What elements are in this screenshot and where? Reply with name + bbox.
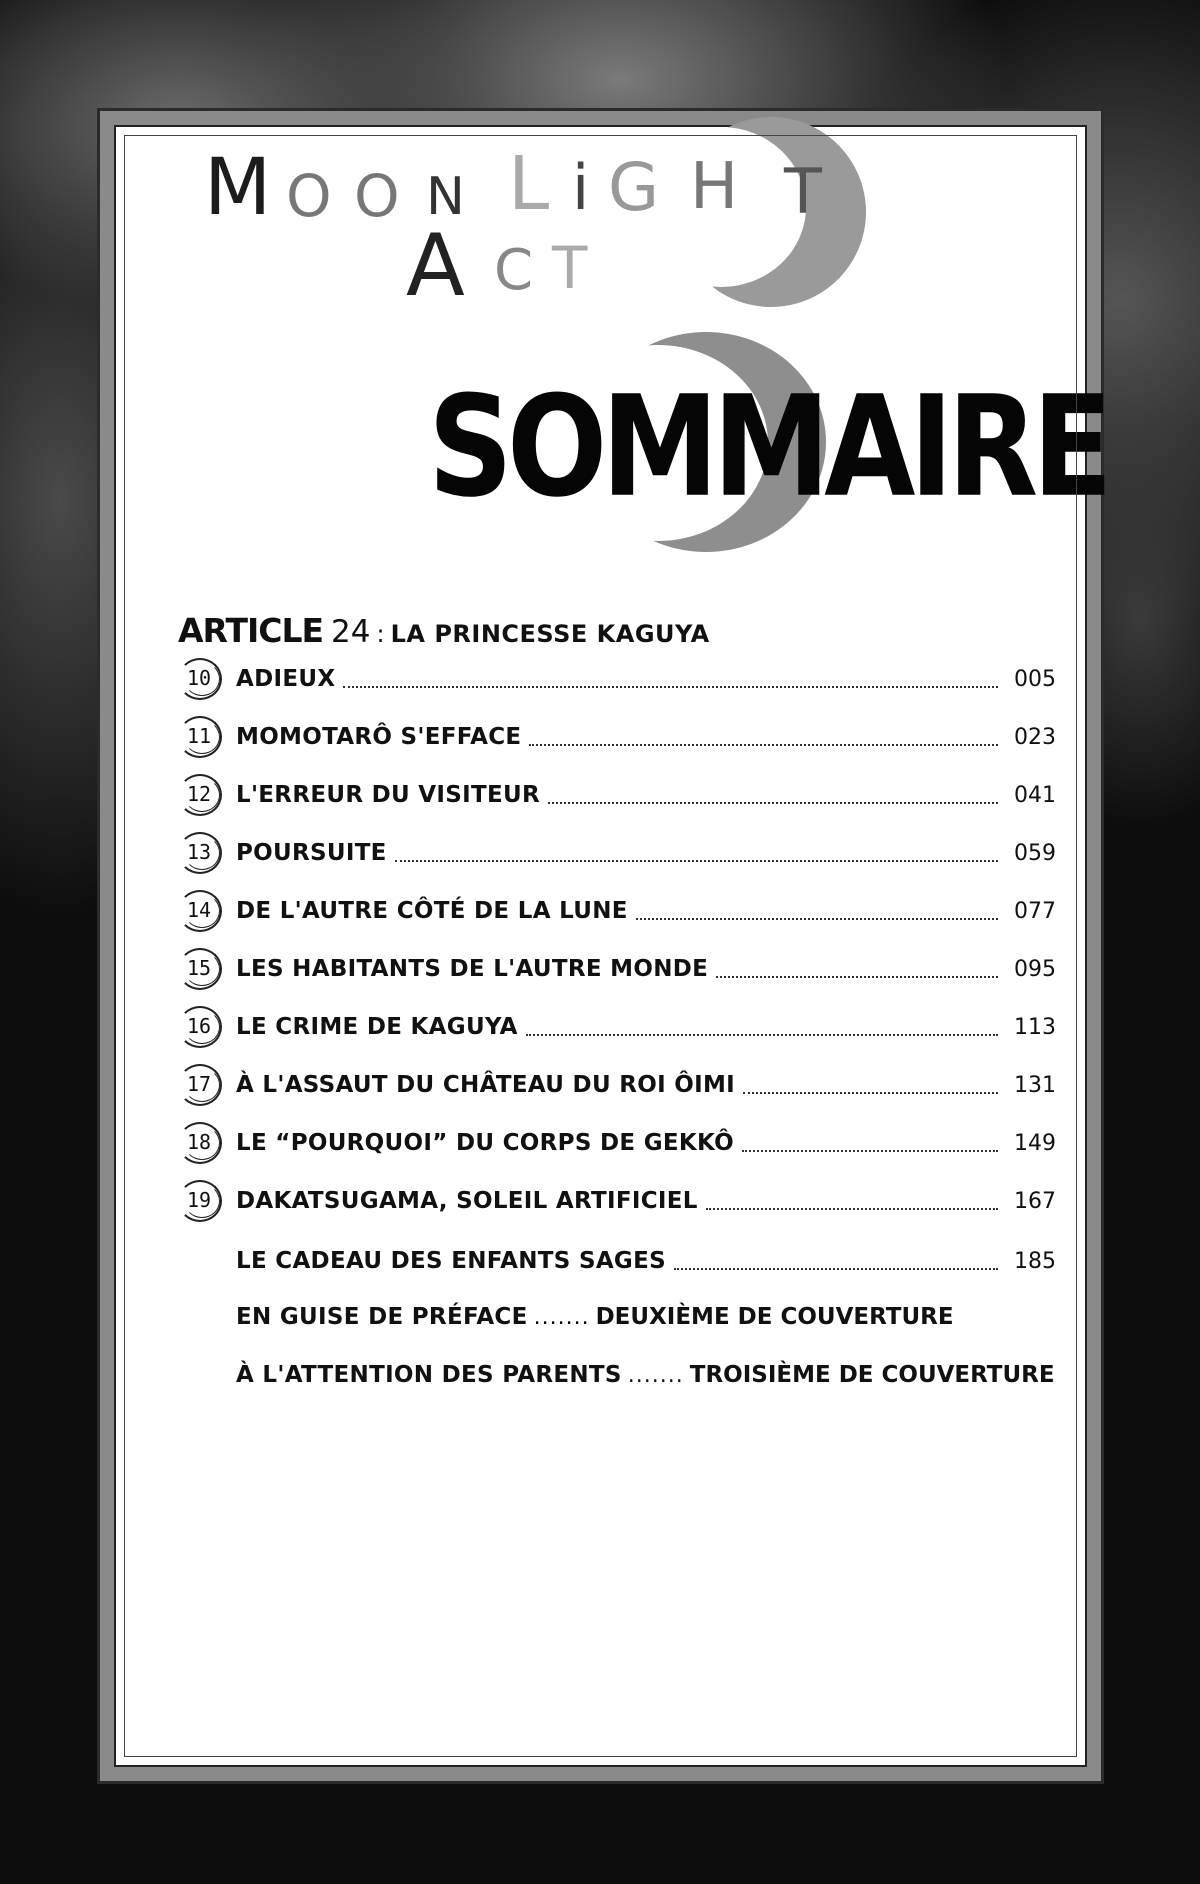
crescent-moon-cutout <box>636 127 806 287</box>
toc-entry[interactable] <box>176 1003 1056 1051</box>
crescent-moon-heading-cutout <box>548 345 768 541</box>
chapter-title: LE CRIME DE KAGUYA <box>236 1014 518 1040</box>
chapter-title: À L'ASSAUT DU CHÂTEAU DU ROI ÔIMI <box>236 1072 736 1098</box>
extra-dots: ....... <box>533 1304 590 1330</box>
logo-letter: C <box>494 238 534 303</box>
leader-dots <box>716 974 998 978</box>
chapter-page: 041 <box>1014 782 1056 808</box>
logo-letter: i <box>572 151 590 224</box>
toc-entry[interactable] <box>176 887 1056 935</box>
chapter-title: ADIEUX <box>236 666 336 692</box>
leader-dots <box>742 1148 998 1152</box>
crescent-moon-heading-icon <box>586 332 826 552</box>
logo-letter: O <box>286 162 332 230</box>
chapter-title: LE “POURQUOI” DU CORPS DE GEKKÔ <box>236 1130 734 1156</box>
logo-letter: T <box>784 155 822 228</box>
extra-title: EN GUISE DE PRÉFACE <box>236 1304 528 1330</box>
toc-entry-bonus[interactable] <box>236 1237 1056 1285</box>
logo-letter: A <box>406 216 465 316</box>
logo-letter: M <box>204 143 272 233</box>
chapter-number-moon-icon: 14 <box>176 888 226 934</box>
chapter-number-moon-icon: 12 <box>176 772 226 818</box>
chapter-title: POURSUITE <box>236 840 387 866</box>
arc-title <box>178 611 710 650</box>
leader-dots <box>395 858 998 862</box>
logo-letter: N <box>426 167 465 227</box>
chapter-number-moon-icon: 19 <box>176 1178 226 1224</box>
contents-page-frame <box>97 108 1107 1784</box>
extra-dots: ....... <box>627 1362 684 1388</box>
chapter-page: 077 <box>1014 898 1056 924</box>
toc-entry[interactable] <box>176 945 1056 993</box>
series-logo <box>116 127 1107 1765</box>
arc-name: LA PRINCESSE KAGUYA <box>390 620 710 648</box>
arc-separator: : <box>376 620 385 648</box>
extra-location: DEUXIÈME DE COUVERTURE <box>595 1304 954 1330</box>
arc-number: 24 <box>331 614 371 650</box>
leader-dots <box>548 800 998 804</box>
chapter-page: 131 <box>1014 1072 1056 1098</box>
toc-extra-entry[interactable] <box>236 1293 1036 1341</box>
toc-extra-entry[interactable] <box>236 1351 1055 1399</box>
logo-letter: H <box>690 150 739 224</box>
chapter-number-moon-icon: 18 <box>176 1120 226 1166</box>
crescent-moon-logo-icon <box>676 117 866 307</box>
chapter-title: LES HABITANTS DE L'AUTRE MONDE <box>236 956 709 982</box>
chapter-title: DE L'AUTRE CÔTÉ DE LA LUNE <box>236 898 628 924</box>
chapter-number-moon-icon: 13 <box>176 830 226 876</box>
leader-dots <box>743 1090 998 1094</box>
logo-letter: L <box>508 141 550 227</box>
chapter-page: 095 <box>1014 956 1056 982</box>
chapter-number-moon-icon: 15 <box>176 946 226 992</box>
toc-entry[interactable] <box>176 713 1056 761</box>
logo-letter: G <box>608 149 660 226</box>
page-title: SOMMAIRE <box>428 365 1107 528</box>
leader-dots <box>674 1266 998 1270</box>
extra-title: À L'ATTENTION DES PARENTS <box>236 1362 622 1388</box>
arc-label: ARTICLE <box>178 611 324 650</box>
toc-entry[interactable] <box>176 655 1056 703</box>
leader-dots <box>526 1032 998 1036</box>
chapter-page: 005 <box>1014 666 1056 692</box>
extra-location: TROISIÈME DE COUVERTURE <box>689 1362 1055 1388</box>
logo-letter: T <box>552 234 588 302</box>
toc-entry[interactable] <box>176 1119 1056 1167</box>
leader-dots <box>706 1206 998 1210</box>
chapter-number-moon-icon: 10 <box>176 656 226 702</box>
chapter-title: MOMOTARÔ S'EFFACE <box>236 724 522 750</box>
chapter-number-moon-icon: 17 <box>176 1062 226 1108</box>
chapter-title: L'ERREUR DU VISITEUR <box>236 782 540 808</box>
chapter-page: 149 <box>1014 1130 1056 1156</box>
leader-dots <box>343 684 998 688</box>
chapter-page: 113 <box>1014 1014 1056 1040</box>
chapter-page: 023 <box>1014 724 1056 750</box>
chapter-page: 059 <box>1014 840 1056 866</box>
bonus-title: LE CADEAU DES ENFANTS SAGES <box>236 1248 666 1274</box>
toc-entry[interactable] <box>176 1061 1056 1109</box>
leader-dots <box>529 742 998 746</box>
chapter-page: 167 <box>1014 1188 1056 1214</box>
toc-entry[interactable] <box>176 771 1056 819</box>
leader-dots <box>636 916 998 920</box>
logo-letter: O <box>354 162 400 230</box>
chapter-title: DAKATSUGAMA, SOLEIL ARTIFICIEL <box>236 1188 698 1214</box>
toc-entry[interactable] <box>176 829 1056 877</box>
contents-page <box>114 125 1107 1767</box>
chapter-number-moon-icon: 16 <box>176 1004 226 1050</box>
toc-entry[interactable] <box>176 1177 1056 1225</box>
chapter-number-moon-icon: 11 <box>176 714 226 760</box>
bonus-page: 185 <box>1014 1248 1056 1274</box>
